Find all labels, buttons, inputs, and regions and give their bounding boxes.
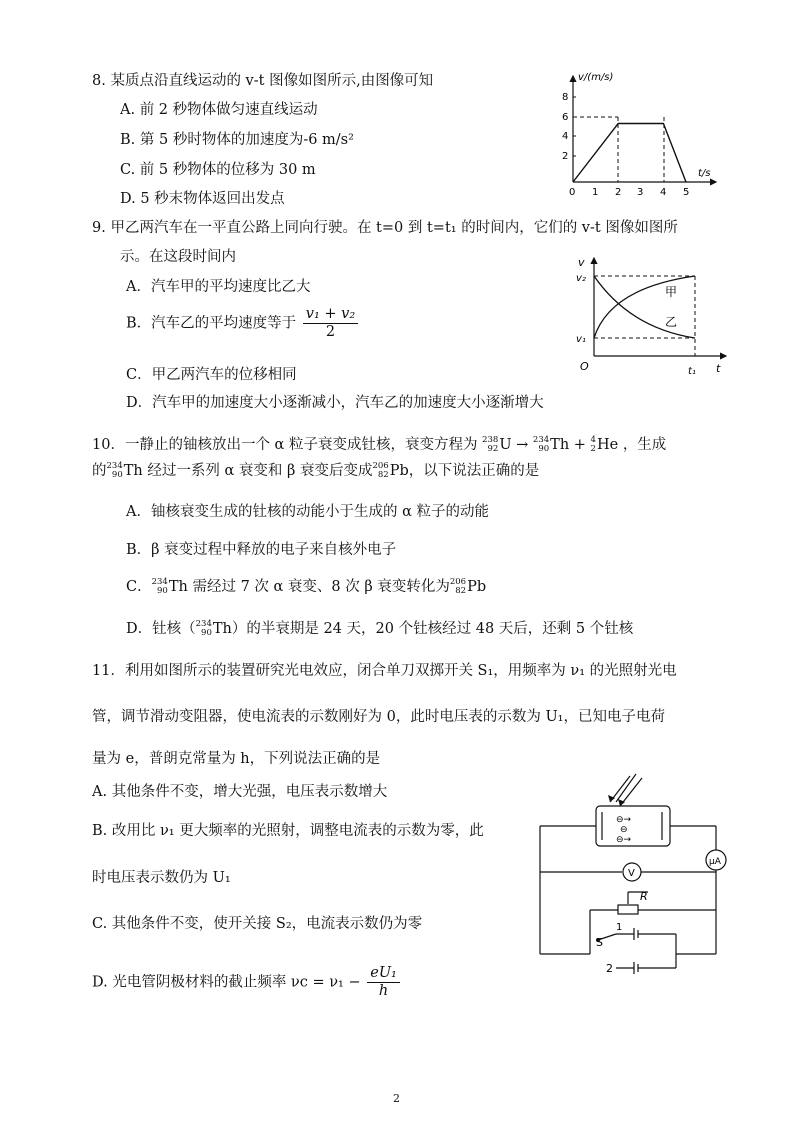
- q10-option-b: B．β 衰变过程中释放的电子来自核外电子: [126, 542, 397, 558]
- q9-graph-origin: O: [580, 360, 589, 373]
- q8-graph-guides: [573, 117, 664, 182]
- q9-curve-yi: [594, 276, 695, 338]
- q8-option-b: B. 第 5 秒时物体的加速度为-6 m/s²: [120, 132, 354, 148]
- q10-stem-line1: [92, 432, 666, 458]
- q10-option-d-tail: Th）的半衰期是 24 天，20 个钍核经过 48 天后，还剩 5 个钍核: [212, 621, 634, 637]
- xtick-0: 0: [569, 187, 576, 198]
- q10-stem2-pre: 的: [92, 463, 107, 479]
- q11-circuit-diagram: [530, 768, 746, 984]
- q10-option-c-mid: Th 需经过 7 次 α 衰变、8 次 β 衰变转化为: [168, 579, 450, 595]
- q10-option-c: C． 234 90 Th 需经过 7 次 α 衰变、8 次 β 衰变转化为 206 82 Pb: [126, 577, 487, 596]
- q8-vt-graph: [556, 70, 726, 200]
- q9-option-a: A．汽车甲的平均速度比乙大: [126, 279, 311, 295]
- q10-option-d-pre: D．钍核（: [126, 621, 196, 637]
- q10-stem2-mid: Th 经过一系列 α 衰变和 β 衰变后变成: [123, 463, 373, 479]
- q8-graph-xticks: [569, 187, 689, 198]
- q10-stem1: 10．一静止的铀核放出一个 α 粒子衰变成钍核，衰变方程为: [92, 437, 478, 453]
- q8-graph-xlabel: t/s: [698, 168, 711, 179]
- svg-text:⊖→: ⊖→: [616, 835, 632, 845]
- q9-graph-t1-label: t₁: [688, 366, 696, 377]
- q9-fraction-num: v₁ + v₂: [303, 306, 358, 324]
- q9-option-b-fraction: [303, 306, 358, 341]
- q9-label-jia: 甲: [665, 285, 678, 299]
- q9-graph-t-label: t: [716, 362, 721, 375]
- q9-option-d: D．汽车甲的加速度大小逐渐减小，汽车乙的加速度大小逐渐增大: [126, 395, 544, 411]
- q9-fraction-den: 2: [325, 324, 336, 340]
- voltmeter-label: V: [628, 868, 635, 879]
- q9-graph-guides: [594, 276, 695, 356]
- xtick-4: 4: [660, 187, 667, 198]
- q10-decay-equation: 238 92 U → 234 90 Th + 4 2 He: [482, 435, 619, 454]
- xtick-2: 2: [615, 187, 622, 198]
- q11-fraction-num: eU₁: [367, 965, 400, 983]
- q11-option-a: A. 其他条件不变，增大光强，电压表示数增大: [92, 784, 388, 800]
- xtick-3: 3: [637, 187, 644, 198]
- q8-stem: 8. 某质点沿直线运动的 v-t 图像如图所示,由图像可知: [92, 73, 434, 89]
- q8-graph-ylabel: v/(m/s): [578, 72, 614, 83]
- xtick-5: 5: [683, 187, 690, 198]
- q8-graph-yticks: [562, 92, 576, 162]
- switch-label: S: [596, 936, 603, 949]
- q8-option-a: A. 前 2 秒物体做匀速直线运动: [120, 102, 318, 118]
- q9-curve-jia: [594, 276, 695, 338]
- q10-stem1-tail: ，生成: [622, 437, 667, 453]
- q11-line1: 11．利用如图所示的装置研究光电效应，闭合单刀双掷开关 S₁，用频率为 ν₁ 的光照射光电: [92, 663, 677, 679]
- phototube: [596, 806, 670, 846]
- rheostat: [618, 905, 638, 914]
- q9-option-b-prefix: B．汽车乙的平均速度等于: [126, 315, 297, 332]
- q9-option-b: [126, 306, 360, 341]
- q11-fraction-den: h: [378, 983, 389, 999]
- q9-option-c: C．甲乙两汽车的位移相同: [126, 367, 297, 383]
- q11-line2: 管，调节滑动变阻器，使电流表的示数刚好为 0，此时电压表的示数为 U₁，已知电子电荷: [92, 709, 665, 725]
- q9-stem-line2: 示。在这段时间内: [120, 249, 236, 265]
- rheostat-label: R: [640, 890, 648, 903]
- ytick-8: 8: [562, 92, 569, 103]
- q9-graph-v-label: v: [578, 256, 585, 269]
- q9-graph-v2-label: v₂: [576, 273, 586, 284]
- microammeter-label: μA: [709, 857, 721, 867]
- q11-option-d: [92, 965, 402, 1000]
- page-number: 2: [393, 1092, 400, 1105]
- xtick-1: 1: [592, 187, 599, 198]
- q8-option-d: D. 5 秒末物体返回出发点: [120, 191, 285, 207]
- svg-text:⊖→: ⊖→: [616, 815, 632, 825]
- q11-line3: 量为 e，普朗克常量为 h，下列说法正确的是: [92, 751, 381, 767]
- switch-pos-1-label: 1: [616, 922, 623, 933]
- q11-option-d-prefix: D. 光电管阴极材料的截止频率 νc = ν₁ −: [92, 974, 361, 991]
- q10-option-c-pre: C．: [126, 579, 152, 595]
- svg-text:⊖: ⊖: [620, 825, 628, 835]
- ytick-4: 4: [562, 131, 569, 142]
- q10-option-c-tail: Pb: [467, 579, 487, 595]
- q8-option-c: C. 前 5 秒物体的位移为 30 m: [120, 162, 316, 178]
- q11-option-b-line1: B. 改用比 ν₁ 更大频率的光照射，调整电流表的示数为零，此: [92, 823, 484, 839]
- q11-option-b-line2: 时电压表示数仍为 U₁: [92, 870, 231, 886]
- ytick-2: 2: [562, 151, 569, 162]
- q9-vt-graph: [570, 254, 732, 380]
- q9-label-yi: 乙: [665, 315, 678, 329]
- q11-option-c: C. 其他条件不变，使开关接 S₂，电流表示数仍为零: [92, 916, 423, 932]
- q8-vt-line: [573, 124, 686, 183]
- q9-graph-v1-label: v₁: [576, 334, 586, 345]
- q9-stem-line1: 9. 甲乙两汽车在一平直公路上同向行驶。在 t=0 到 t=t₁ 的时间内，它们的 v-t 图像如图所: [92, 220, 678, 236]
- ytick-6: 6: [562, 112, 569, 123]
- switch-pos-2-label: 2: [606, 962, 613, 975]
- q10-stem-line2: 的 234 90 Th 经过一系列 α 衰变和 β 衰变后变成 206 82 Pb，以下说法正确的是: [92, 461, 540, 480]
- q11-option-d-fraction: [367, 965, 400, 1000]
- q10-option-d: D．钍核（ 234 90 Th）的半衰期是 24 天，20 个钍核经过 48 天后，还剩 5 个钍核: [126, 619, 634, 638]
- q10-option-a: A．铀核衰变生成的钍核的动能小于生成的 α 粒子的动能: [126, 504, 489, 520]
- q10-stem2-tail: Pb，以下说法正确的是: [389, 463, 540, 479]
